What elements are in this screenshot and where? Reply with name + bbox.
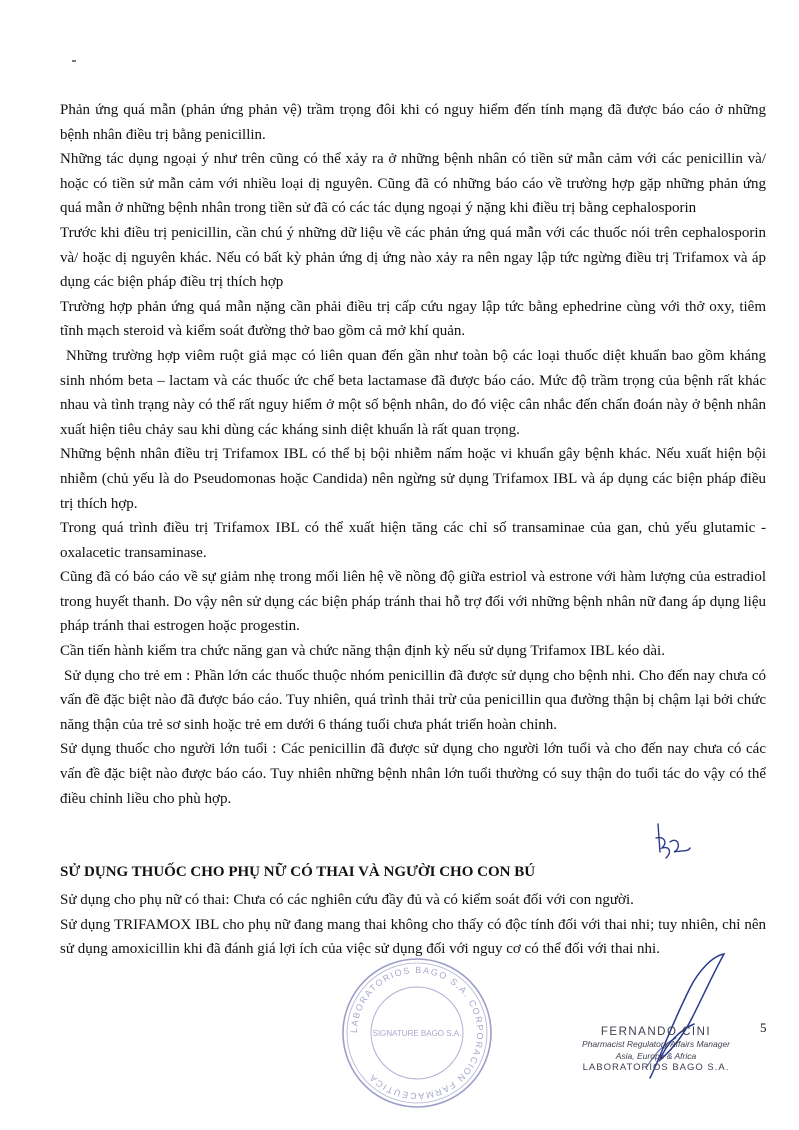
stamp-ring-text: LABORATORIOS BAGO S.A. CORPORACION FARMACEUTICA [348,964,486,1102]
body-text [60,98,766,811]
stamp-center-text: SIGNATURE BAGO S.A. [372,1029,462,1038]
paragraph-liver-kidney-monitoring: Cần tiến hành kiểm tra chức năng gan và chức năng thận định kỳ nếu sử dụng Trifamox IBL kéo dài. [60,643,665,660]
paragraph-pregnancy-use: Sử dụng TRIFAMOX IBL cho phụ nữ đang mang thai không cho thấy có độc tính đối với thai nhi; tuy nhiên, chỉ nên sử dụng amoxicillin khi đã đánh giá lợi ích của việc sử dụng đối với nguy cơ có thể đối với thai nhi. [60,916,766,958]
paragraph-anaphylaxis: Phản ứng quá mẫn (phản ứng phản vệ) trầm trọng đôi khi có nguy hiểm đến tính mạng đã được báo cáo ở những bệnh nhân điều trị bằng penicillin. [60,102,766,143]
signature-block [566,1026,746,1074]
handwritten-initials [648,818,694,864]
scan-artifact [72,60,76,62]
section-heading-pregnancy: SỬ DỤNG THUỐC CHO PHỤ NỮ CÓ THAI VÀ NGƯỜI CHO CON BÚ [60,864,536,880]
signatory-name: FERNANDO CINI [600,1026,712,1038]
signatory-region: Asia, Europe & Africa [615,1051,697,1061]
paragraph-transaminase: Trong quá trình điều trị Trifamox IBL có thể xuất hiện tăng các chỉ số transaminae của gan, chủ yếu glutamic - oxalacetic transaminase. [60,520,766,561]
paragraph-hypersensitivity-history: Những tác dụng ngoại ý như trên cũng có thể xảy ra ở những bệnh nhân có tiền sử mẫn cảm với các penicillin và/ hoặc có tiền sử mẫn cảm với nhiều loại dị nguyên. Cũng đã có những báo cáo về trường hợp gặp những phản ứng quá mẫn ở những bệnh nhân trong tiền sử đã có các tác dụng ngoại ý nặng khi điều trị bằng cephalosporin [60,151,766,217]
company-stamp [338,956,496,1110]
paragraph-pre-treatment-check: Trước khi điều trị penicillin, cần chú ý những dữ liệu về các phản ứng quá mẫn với các thuốc nói trên cephalosporin và/ hoặc dị nguyên khác. Nếu có bất kỳ phản ứng dị ứng nào xảy ra nên ngay lập tức ngừng điều trị Trifamox và áp dụng các biện pháp điều trị thích hợp [60,224,766,291]
signatory-title: Pharmacist Regulatory Affairs Manager [581,1039,731,1049]
signatory-company: LABORATORIOS BAGO S.A. [582,1062,730,1073]
paragraph-superinfection: Những bệnh nhân điều trị Trifamox IBL có thể bị bội nhiễm nấm hoặc vi khuẩn gây bệnh khác. Nếu xuất hiện bội nhiễm (chủ yếu là do Pseudomonas hoặc Candida) nên ngừng sử dụng Trifamox IBL và áp dụng các biện pháp điều trị thích hợp. [60,446,766,512]
paragraph-emergency-treatment: Trường hợp phản ứng quá mẫn nặng cần phải điều trị cấp cứu ngay lập tức bằng ephedrine cùng với thở oxy, tiêm tĩnh mạch steroid và kiểm soát đường thở bao gồm cả mở khí quản. [60,298,766,340]
paragraph-pseudomembranous-colitis: Những trường hợp viêm ruột giả mạc có liên quan đến gần như toàn bộ các loại thuốc diệt khuẩn bao gồm kháng sinh nhóm beta – lactam và các thuốc ức chế beta lactamase đã được báo cáo. Mức độ trầm trọng của bệnh rất khác nhau và tình trạng này có thể rất nguy hiểm ở một số bệnh nhân, do đó việc cân nhắc đến chẩn đoán này ở bệnh nhân xuất hiện tiêu chảy sau khi dùng các kháng sinh diệt khuẩn là rất quan trọng. [60,347,766,438]
paragraph-pediatric-use: Sử dụng cho trẻ em : Phần lớn các thuốc thuộc nhóm penicillin đã được sử dụng cho bệnh nhi. Cho đến nay chưa có vấn đề đặc biệt nào đã được báo cáo. Tuy nhiên, quá trình thải trừ của penicillin qua đường thận bị chậm lại bởi chức năng thận của trẻ sơ sinh hoặc trẻ em dưới 6 tháng tuổi chưa phát triển hoàn chỉnh. [60,667,766,733]
paragraph-pregnancy-studies: Sử dụng cho phụ nữ có thai: Chưa có các nghiên cứu đầy đủ và có kiểm soát đối với con người. [60,892,634,908]
page-number: 5 [760,1020,767,1035]
paragraph-estrogen: Cũng đã có báo cáo về sự giảm nhẹ trong mối liên hệ về nồng độ giữa estriol và estrone với hàm lượng của estradiol trong huyết thanh. Do vậy nên sử dụng các biện pháp tránh thai hỗ trợ đối với những bệnh nhân nữ đang áp dụng liệu pháp tránh thai estrogen hoặc progestin. [60,569,766,635]
paragraph-elderly-use: Sử dụng thuốc cho người lớn tuổi : Các penicillin đã được sử dụng cho người lớn tuổi và cho đến nay chưa có các vấn đề đặc biệt nào được báo cáo. Tuy nhiên những bệnh nhân lớn tuổi thường có suy thận do tuổi tác do vậy có thể điều chỉnh liều cho phù hợp. [60,741,766,807]
